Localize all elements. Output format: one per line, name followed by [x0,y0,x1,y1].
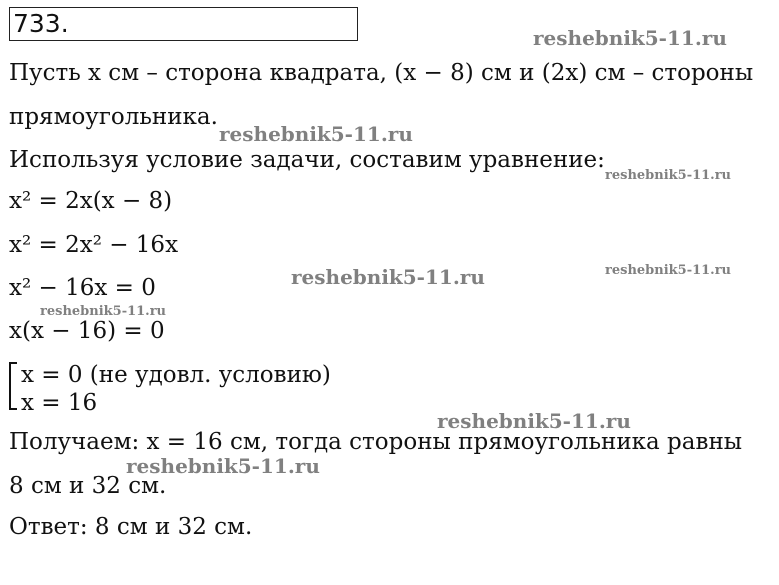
system-bracket [9,362,17,410]
equation-1: x² = 2x(x − 8) [9,188,173,214]
watermark: reshebnik5-11.ru [40,304,167,319]
answer-line: Ответ: 8 см и 32 см. [9,514,253,540]
problem-number-box [9,7,358,41]
equation-4: x(x − 16) = 0 [9,318,165,344]
result-line-2: 8 см и 32 см. [9,473,167,499]
case-2: x = 16 [21,390,98,416]
intro-line-1: Пусть x см – сторона квадрата, (x − 8) см и (2x) см – стороны [9,60,754,86]
watermark: reshebnik5-11.ru [533,26,727,50]
equation-2: x² = 2x² − 16x [9,232,179,258]
watermark: reshebnik5-11.ru [291,265,485,289]
equation-3: x² − 16x = 0 [9,275,156,301]
watermark: reshebnik5-11.ru [605,168,732,183]
watermark: reshebnik5-11.ru [126,454,320,478]
condition-line: Используя условие задачи, составим уравнение: [9,147,605,173]
watermark: reshebnik5-11.ru [219,122,413,146]
intro-line-2: прямоугольника. [9,104,218,130]
problem-number: 733. [13,9,69,38]
result-line-1: Получаем: x = 16 см, тогда стороны прямоугольника равны [9,429,743,455]
watermark: reshebnik5-11.ru [605,263,732,278]
watermark: reshebnik5-11.ru [437,409,631,433]
case-1: x = 0 (не удовл. условию) [21,362,331,388]
